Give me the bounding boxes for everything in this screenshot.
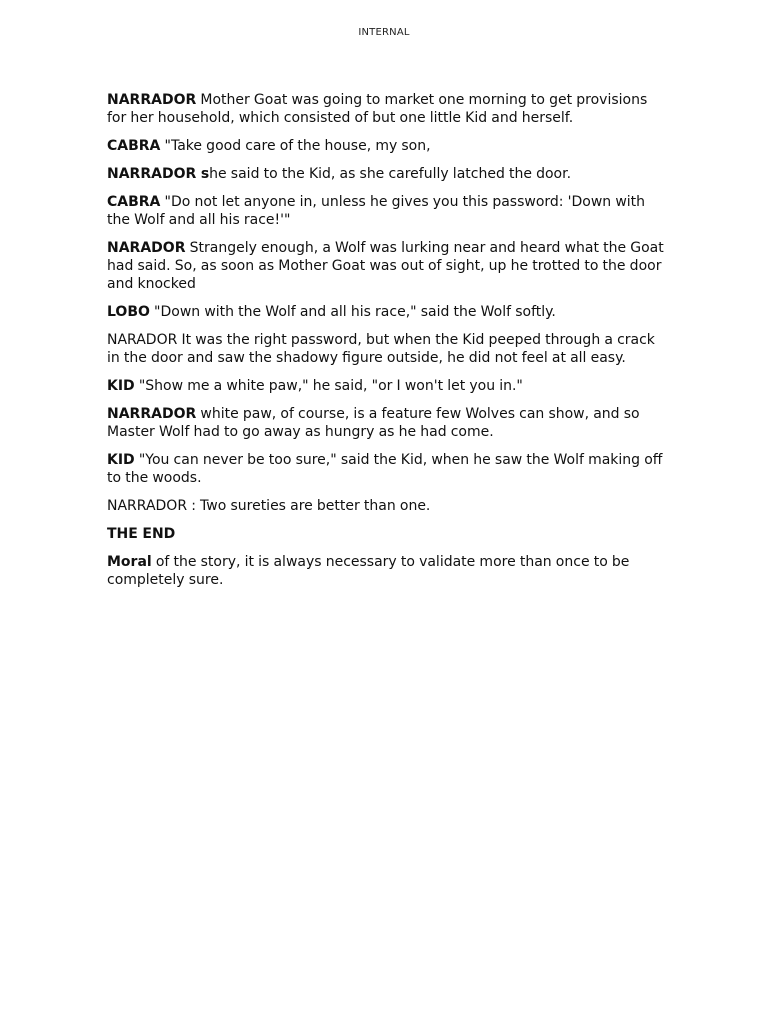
line-text: "Do not let anyone in, unless he gives you this password: 'Down with the Wolf and all his race!'" xyxy=(107,194,646,228)
speaker-name: THE END xyxy=(107,526,176,542)
script-line xyxy=(107,497,667,515)
script-line xyxy=(107,193,667,229)
classification-label: INTERNAL xyxy=(358,27,410,38)
line-text: Mother Goat was going to market one morning to get provisions for her household, which consisted of but one little Kid and herself. xyxy=(107,92,648,126)
line-text: he said to the Kid, as she carefully latched the door. xyxy=(209,166,572,182)
speaker-name: KID xyxy=(107,452,135,468)
line-text: "Down with the Wolf and all his race," said the Wolf softly. xyxy=(149,304,556,320)
script-line xyxy=(107,303,667,321)
script-line xyxy=(107,331,667,367)
line-text: "Show me a white paw," he said, "or I won't let you in." xyxy=(134,378,523,394)
script-line xyxy=(107,165,667,183)
line-text: NARRADOR : Two sureties are better than one. xyxy=(107,498,431,514)
speaker-name: NARADOR xyxy=(107,240,186,256)
speaker-name: CABRA xyxy=(107,194,161,210)
document-body xyxy=(107,91,667,599)
speaker-name: LOBO xyxy=(107,304,150,320)
line-text: of the story, it is always necessary to validate more than once to be completely sure. xyxy=(107,554,630,588)
line-text: NARADOR It was the right password, but when the Kid peeped through a crack in the door and saw the shadowy figure outside, he did not feel at all easy. xyxy=(107,332,655,366)
the-end-heading xyxy=(107,525,667,543)
speaker-name: NARRADOR xyxy=(107,92,197,108)
speaker-name: NARRADOR xyxy=(107,406,197,422)
script-line xyxy=(107,239,667,293)
script-line xyxy=(107,451,667,487)
script-line xyxy=(107,137,667,155)
line-text: Strangely enough, a Wolf was lurking near and heard what the Goat had said. So, as soon as Mother Goat was out of sight, up he trotted to the door and knocked xyxy=(107,240,664,292)
script-line xyxy=(107,405,667,441)
speaker-name: Moral xyxy=(107,554,152,570)
speaker-name: KID xyxy=(107,378,135,394)
line-text: "Take good care of the house, my son, xyxy=(160,138,431,154)
moral-line xyxy=(107,553,667,589)
line-text: white paw, of course, is a feature few Wolves can show, and so Master Wolf had to go away as hungry as he had come. xyxy=(107,406,640,440)
line-text: "You can never be too sure," said the Kid, when he saw the Wolf making off to the woods. xyxy=(107,452,663,486)
speaker-name: CABRA xyxy=(107,138,161,154)
script-line xyxy=(107,91,667,127)
script-line xyxy=(107,377,667,395)
speaker-name: NARRADOR s xyxy=(107,166,210,182)
